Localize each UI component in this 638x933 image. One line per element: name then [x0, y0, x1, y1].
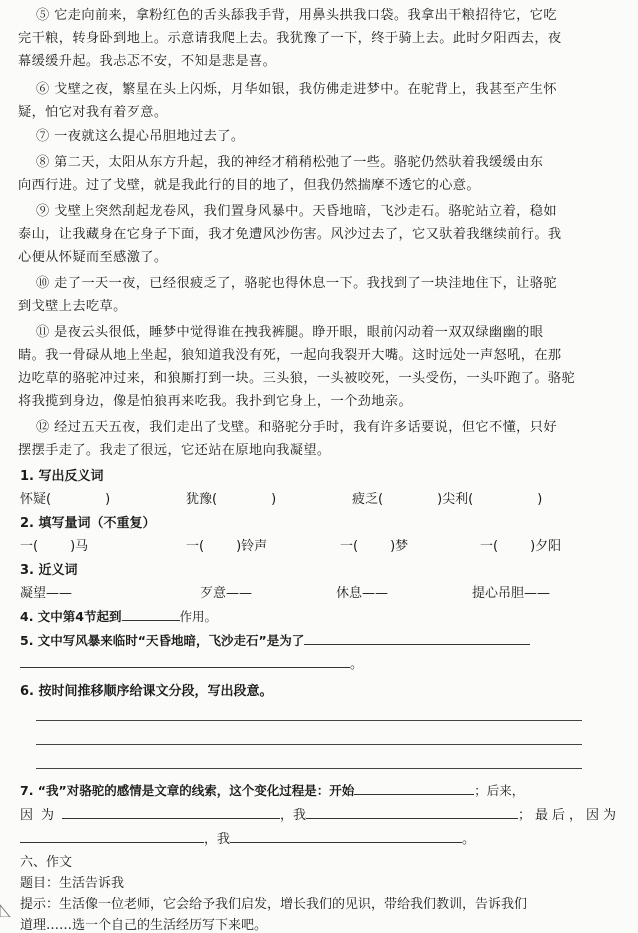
q5-continuation: 。 — [20, 653, 363, 672]
composition-hint-line-1: 提示：生活像一位老师，它会给予我们启发，增长我们的见识，带给我们教训，告诉我们 — [20, 897, 528, 912]
q1-item-3: 疲乏( )尖利( ) — [352, 492, 543, 507]
page-corner-mark-icon — [0, 897, 16, 917]
paragraph-12-line-1: ⑫ 经过五天五夜，我们走出了戈壁。和骆驼分手时，我有许多话要说，但它不懂，只好 — [36, 420, 557, 435]
paragraph-5-line-1: ⑤ 它走向前来，拿粉红色的舌头舔我手背，用鼻头拱我口袋。我拿出干粮招待它，它吃 — [36, 8, 557, 23]
paragraph-6-line-2: 疑，怕它对我有着歹意。 — [18, 105, 168, 120]
q3-item-2: 歹意—— — [200, 586, 253, 601]
question-2-title: 2. 填写量词（不重复） — [20, 516, 156, 531]
paragraph-9-line-2: 泰山，让我藏身在它身子下面，我才免遭风沙伤害。风沙过去了，它又驮着我继续前行。我 — [18, 227, 562, 242]
q6-answer-line-1[interactable] — [36, 720, 582, 721]
composition-section-title: 六、作文 — [20, 855, 73, 870]
q7-because-blank-2[interactable] — [20, 828, 204, 843]
paragraph-8-line-1: ⑧ 第二天，太阳从东方升起，我的神经才稍稍松弛了一些。骆驼仍然驮着我缓缓由东 — [36, 155, 544, 170]
q6-answer-line-3[interactable] — [36, 768, 582, 769]
q3-item-3: 休息—— — [336, 586, 389, 601]
question-7-line-2: 因为 ，我 ；最后，因为 — [20, 804, 620, 823]
q2-item-3: 一( )梦 — [340, 539, 409, 554]
paragraph-5-line-2: 完干粮，转身卧到地上。示意请我爬上去。我犹豫了一下，终于骑上去。此时夕阳西去，夜 — [18, 31, 562, 46]
q4-answer-blank[interactable] — [122, 606, 180, 621]
q2-item-1: 一( )马 — [20, 539, 89, 554]
q3-item-1: 凝望—— — [20, 586, 73, 601]
question-3-title: 3. 近义词 — [20, 563, 78, 578]
paragraph-10-line-2: 到戈壁上去吃草。 — [18, 299, 127, 314]
q1-item-1: 怀疑( ) — [20, 492, 111, 507]
q5-answer-blank-1[interactable] — [304, 630, 530, 645]
paragraph-11-line-2: 睛。我一骨碌从地上坐起，狼知道我没有死，一起向我裂开大嘴。这时远处一声怒吼，在那 — [18, 348, 562, 363]
paragraph-12-line-2: 摆摆手走了。我走了很远，它还站在原地向我凝望。 — [18, 443, 331, 458]
question-7-line-3: ，我 。 — [20, 828, 475, 847]
paragraph-8-line-2: 向西行进。过了戈壁，就是我此行的目的地了，但我仍然揣摩不透它的心意。 — [18, 178, 480, 193]
paragraph-5-line-3: 幕缓缓升起。我忐忑不安，不知是悲是喜。 — [18, 54, 277, 69]
q5-answer-blank-2[interactable] — [20, 653, 350, 668]
q3-item-4: 提心吊胆—— — [472, 586, 551, 601]
paragraph-10-line-1: ⑩ 走了一天一夜，已经很疲乏了，骆驼也得休息一下。我找到了一块洼地住下，让骆驼 — [36, 276, 557, 291]
paragraph-11-line-4: 将我揽到身边，像是怕狼再来吃我。我扑到它身上，一个劲地亲。 — [18, 394, 413, 409]
q1-item-2: 犹豫( ) — [186, 492, 277, 507]
question-6-title: 6. 按时间推移顺序给课文分段，写出段意。 — [20, 684, 273, 699]
question-1-title: 1. 写出反义词 — [20, 469, 104, 484]
q7-start-blank[interactable] — [354, 780, 474, 795]
composition-hint-line-2: 道理……选一个自己的生活经历写下来吧。 — [20, 918, 268, 933]
paragraph-7-line-1: ⑦ 一夜就这么提心吊胆地过去了。 — [36, 129, 245, 144]
paragraph-9-line-3: 心便从怀疑而至感激了。 — [18, 250, 168, 265]
question-5: 5. 文中写风暴来临时“天昏地暗，飞沙走石”是为了 — [20, 630, 530, 649]
q7-feeling-blank-1[interactable] — [306, 804, 518, 819]
q2-item-2: 一( )铃声 — [186, 539, 268, 554]
q6-answer-line-2[interactable] — [36, 744, 582, 745]
q7-because-blank-1[interactable] — [62, 804, 280, 819]
paragraph-11-line-3: 边吃草的骆驼冲过来，和狼厮打到一块。三头狼，一头被咬死，一头受伤，一头吓跑了。骆驼 — [18, 371, 576, 386]
paragraph-11-line-1: ⑪ 是夜云头很低，睡梦中觉得谁在拽我裤腿。睁开眼，眼前闪动着一双双绿幽幽的眼 — [36, 325, 544, 340]
paragraph-6-line-1: ⑥ 戈壁之夜，繁星在头上闪烁，月华如银，我仿佛走进梦中。在驼背上，我甚至产生怀 — [36, 82, 557, 97]
q2-item-4: 一( )夕阳 — [480, 539, 562, 554]
question-7-line-1: 7. “我”对骆驼的感情是文章的线索，这个变化过程是：开始 ；后来， — [20, 780, 524, 799]
composition-title: 题目：生活告诉我 — [20, 876, 125, 891]
question-4: 4. 文中第4节起到 作用。 — [20, 606, 217, 625]
q7-feeling-blank-2[interactable] — [230, 828, 462, 843]
paragraph-9-line-1: ⑨ 戈壁上突然刮起龙卷风，我们置身风暴中。天昏地暗，飞沙走石。骆驼站立着，稳如 — [36, 204, 557, 219]
